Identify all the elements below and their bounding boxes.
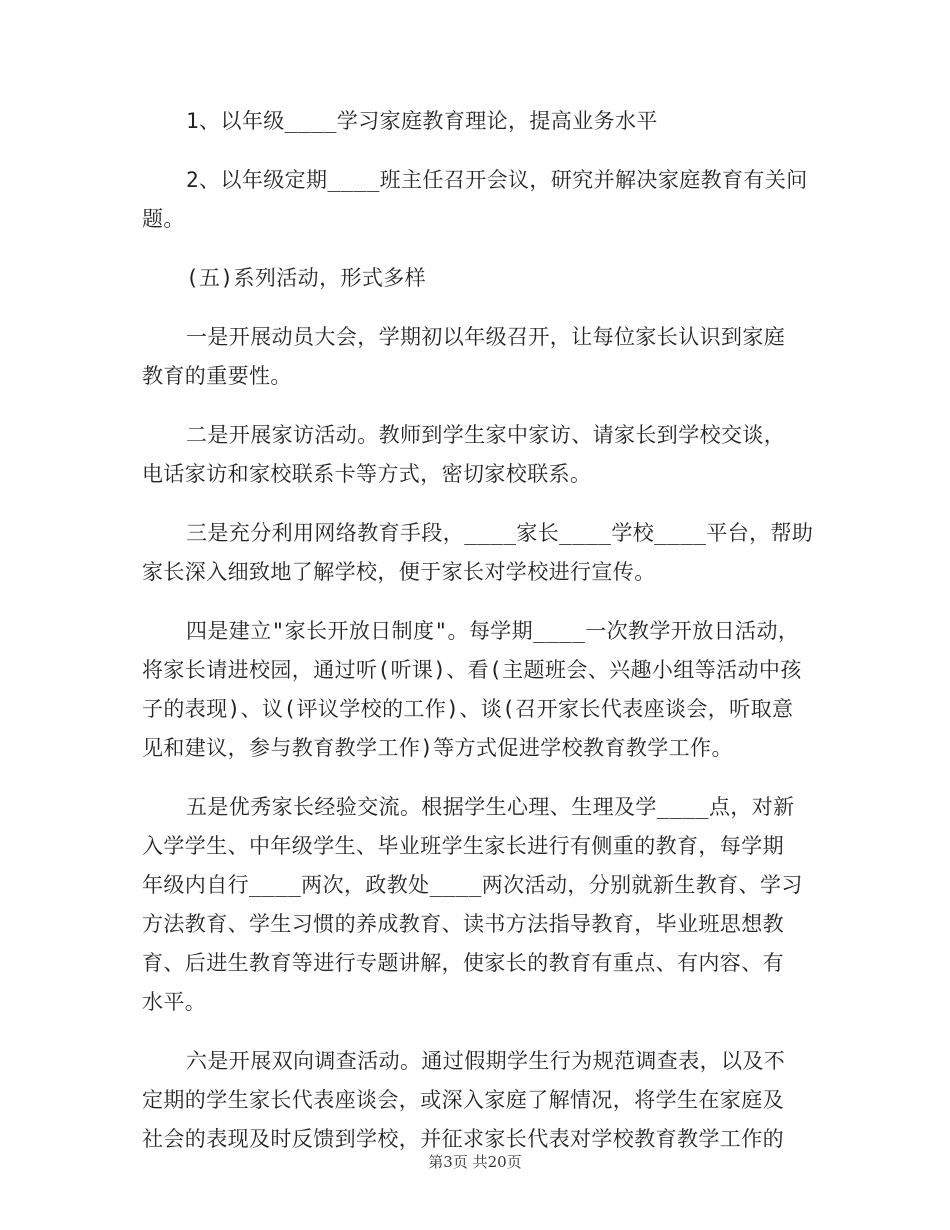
text-line: 入学学生、中年级学生、毕业班学生家长进行有侧重的教育，每学期 [142, 834, 784, 858]
text-line: 1、以年级____学习家庭教育理论，提高业务水平 [186, 109, 658, 133]
text-line: 定期的学生家长代表座谈会，或深入家庭了解情况，将学生在家庭及 [142, 1088, 784, 1112]
paragraph [142, 788, 812, 1022]
text-line: 题。 [142, 207, 185, 231]
text-line: 电话家访和家校联系卡等方式，密切家校联系。 [142, 462, 592, 486]
text-line: 五是优秀家长经验交流。根据学生心理、生理及学____点，对新 [186, 795, 795, 819]
text-line: 年级内自行____两次，政教处____两次活动，分别就新生教育、学习 [142, 873, 803, 897]
section-heading [142, 259, 812, 298]
paragraph [142, 416, 812, 494]
text-line: 家长深入细致地了解学校，便于家长对学校进行宣传。 [142, 560, 656, 584]
text-line: 六是开展双向调查活动。通过假期学生行为规范调查表，以及不 [186, 1049, 786, 1073]
text-line: 2、以年级定期____班主任召开会议，研究并解决家庭教育有关问 [186, 168, 808, 192]
text-line: 见和建议，参与教育教学工作)等方式促进学校教育教学工作。 [142, 736, 733, 760]
page-number: 第3页 共20页 [428, 1153, 522, 1171]
text-line: 水平。 [142, 990, 207, 1014]
text-line: 一是开展动员大会，学期初以年级召开，让每位家长认识到家庭 [186, 325, 786, 349]
text-line: 子的表现)、议(评议学校的工作)、谈(召开家长代表座谈会，听取意 [142, 697, 794, 721]
text-line: 社会的表现及时反馈到学校，并征求家长代表对学校教育教学工作的 [142, 1127, 784, 1151]
text-line: 三是充分利用网络教育手段，____家长____学校____平台，帮助 [186, 521, 814, 545]
text-line: 将家长请进校园，通过听(听课)、看(主题班会、兴趣小组等活动中孩 [142, 658, 802, 682]
text-line: 教育的重要性。 [142, 364, 292, 388]
paragraph [142, 161, 812, 239]
text-line: 四是建立"家长开放日制度"。每学期____一次教学开放日活动， [186, 619, 800, 643]
text-line: 育、后进生教育等进行专题讲解，使家长的教育有重点、有内容、有 [142, 951, 784, 975]
text-line: (五)系列活动，形式多样 [186, 266, 427, 290]
document-body [142, 102, 812, 1159]
paragraph [142, 1042, 812, 1159]
text-line: 二是开展家访活动。教师到学生家中家访、请家长到学校交谈， [186, 423, 786, 447]
paragraph [142, 102, 812, 141]
paragraph [142, 318, 812, 396]
text-line: 方法教育、学生习惯的养成教育、读书方法指导教育，毕业班思想教 [142, 912, 784, 936]
paragraph [142, 612, 812, 768]
paragraph [142, 514, 812, 592]
